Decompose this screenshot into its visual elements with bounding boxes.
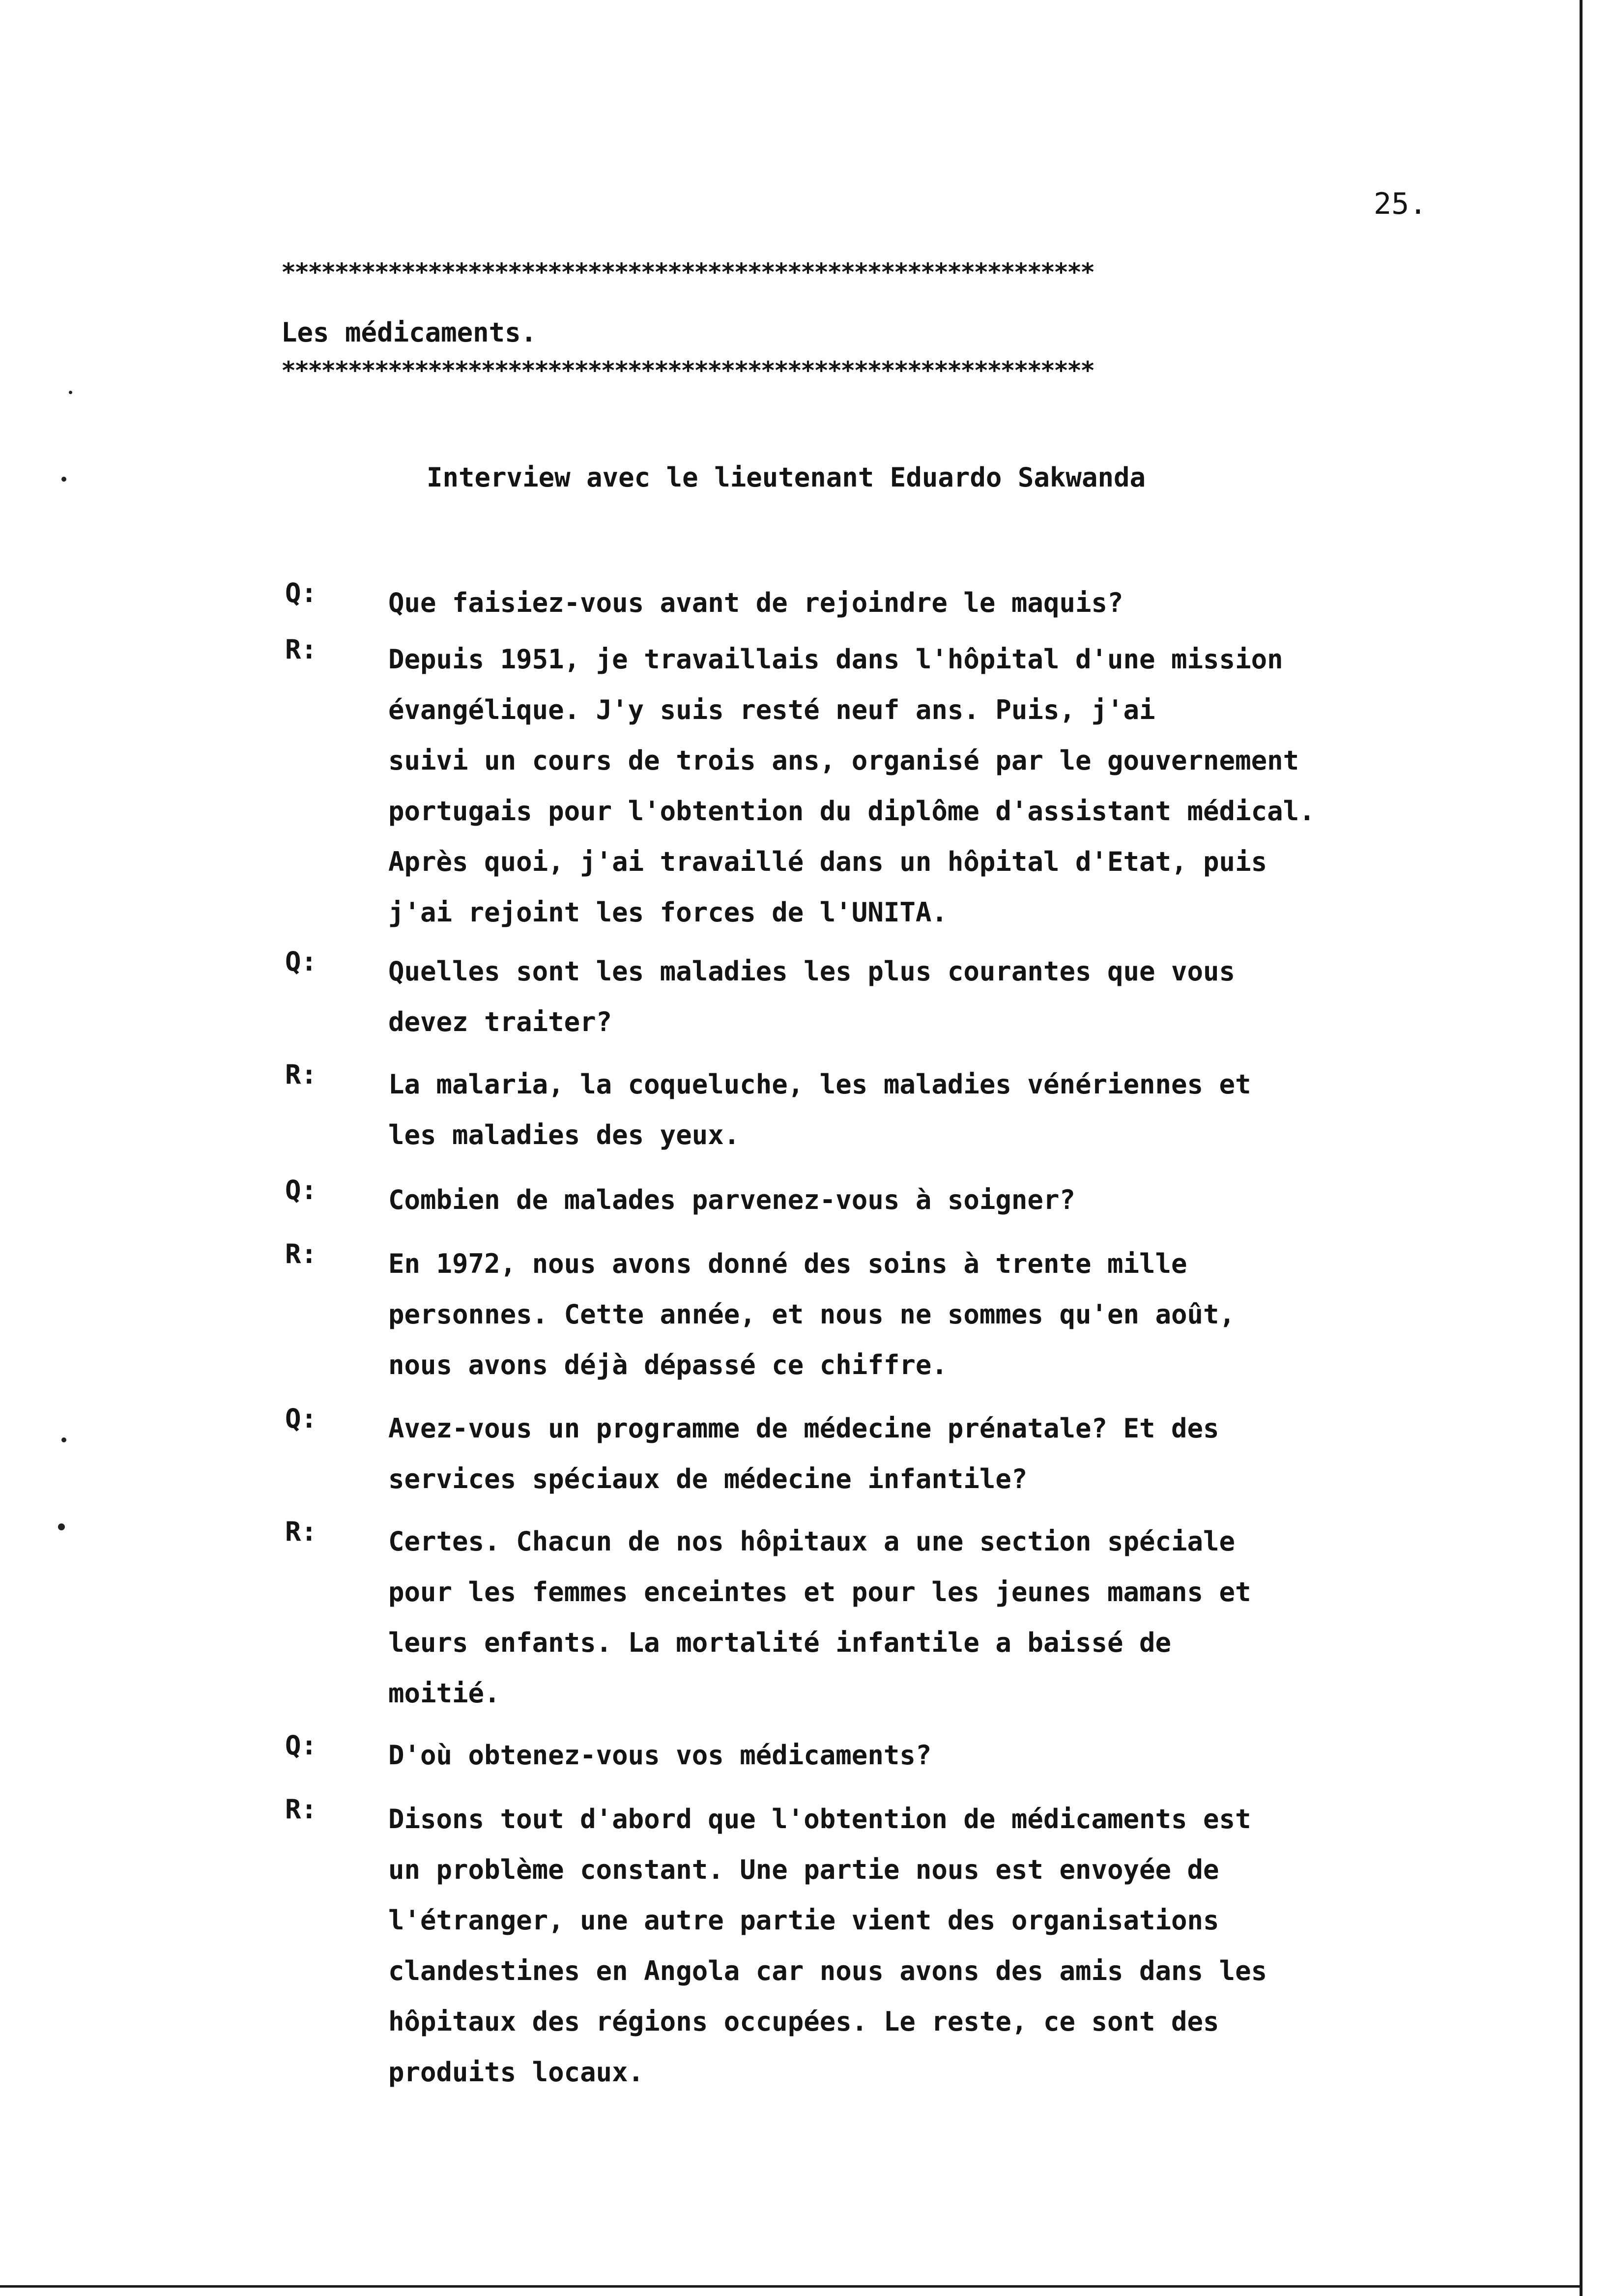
scan-speck (58, 1523, 65, 1530)
speaker-label: Q: (285, 1730, 317, 1761)
speaker-label: Q: (285, 577, 317, 608)
speaker-label: Q: (285, 1175, 317, 1205)
speaker-label: Q: (285, 1403, 317, 1434)
speaker-label: R: (285, 1238, 317, 1269)
speaker-label: Q: (285, 946, 317, 977)
scan-speck (61, 477, 66, 482)
page-edge-bottom (0, 2285, 1583, 2288)
speaker-label: R: (285, 1059, 317, 1090)
answer-text: Certes. Chacun de nos hôpitaux a une section spéciale pour les femmes enceintes et pour les jeunes mamans et leurs enfants. La mortalité infantile a baissé de moitié. (388, 1526, 1251, 1709)
page-number: 25. (1374, 187, 1427, 221)
speaker-label: R: (285, 1794, 317, 1825)
page-edge-right (1580, 0, 1583, 2296)
answer-text: Disons tout d'abord que l'obtention de médicaments est un problème constant. Une partie nous est envoyée de l'étranger, une autre partie vient des organisations clandestines en Angola car nous avons des amis dans les hôpitaux des régions occupées. Le reste, ce sont des produits locaux. (388, 1804, 1267, 2088)
separator-bottom: ************************************************************* (281, 356, 1094, 385)
scan-speck (69, 391, 72, 394)
answer-text: En 1972, nous avons donné des soins à trente mille personnes. Cette année, et nous ne sommes qu'en août, nous avons déjà dépassé ce chiffre. (388, 1248, 1236, 1380)
question-text: Que faisiez-vous avant de rejoindre le maquis? (388, 587, 1123, 618)
question-text: Avez-vous un programme de médecine prénatale? Et des services spéciaux de médecine infantile? (388, 1413, 1219, 1494)
question-text: D'où obtenez-vous vos médicaments? (388, 1740, 932, 1771)
interview-subtitle: Interview avec le lieutenant Eduardo Sakwanda (427, 462, 1146, 493)
question-text: Quelles sont les maladies les plus courantes que vous devez traiter? (388, 956, 1236, 1037)
answer-text: La malaria, la coqueluche, les maladies vénériennes et les maladies des yeux. (388, 1069, 1251, 1150)
separator-top: ************************************************************* (281, 258, 1094, 287)
answer-text: Depuis 1951, je travaillais dans l'hôpital d'une mission évangélique. J'y suis resté neuf ans. Puis, j'ai suivi un cours de trois ans, organisé par le gouvernement portugais pour l'obtention du diplôme d'assistant médical. Après quoi, j'ai travaillé dans un hôpital d'Etat, puis j'ai rejoint les forces de l'UNITA. (388, 644, 1315, 928)
section-title: Les médicaments. (281, 317, 537, 348)
speaker-label: R: (285, 1516, 317, 1547)
question-text: Combien de malades parvenez-vous à soigner? (388, 1184, 1075, 1215)
speaker-label: R: (285, 634, 317, 665)
scan-speck (61, 1437, 66, 1442)
